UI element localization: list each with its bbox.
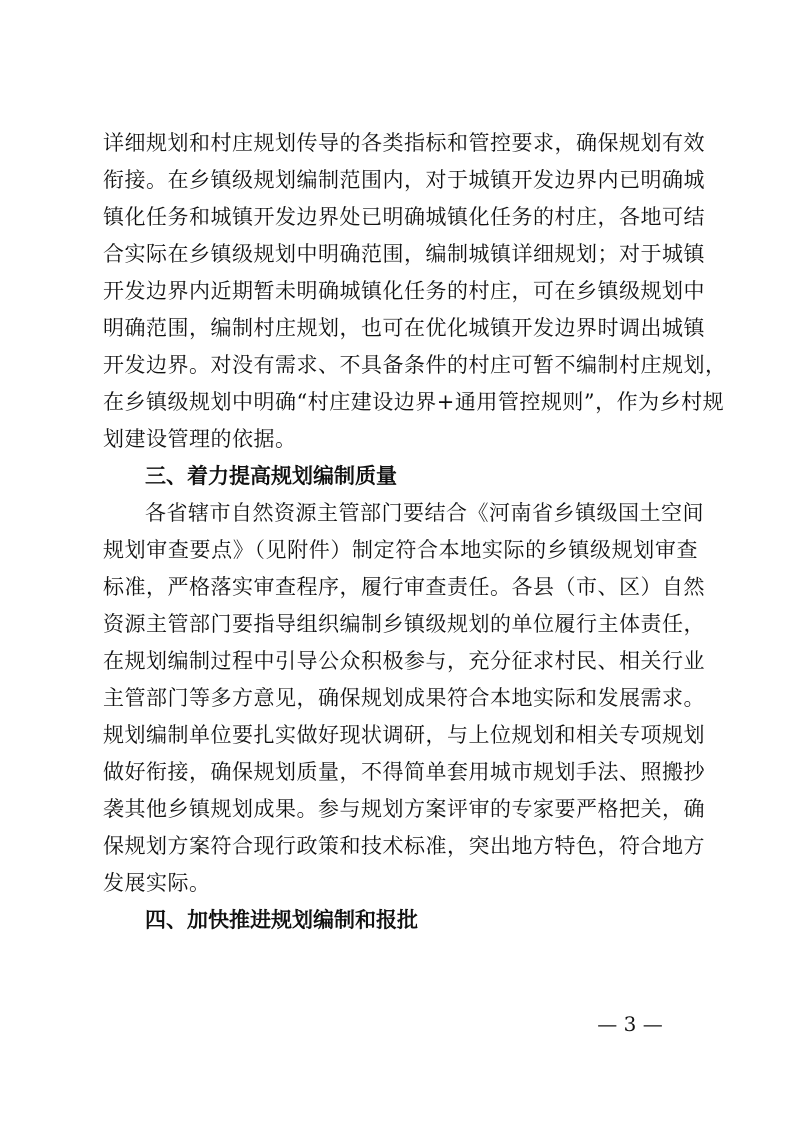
- text-line: 标准，严格落实审查程序，履行审查责任。各县（市、区）自然: [103, 575, 705, 599]
- text-line: 合实际在乡镇级规划中明确范围，编制城镇详细规划；对于城镇: [103, 242, 705, 266]
- section-heading-three: 三、着力提高规划编制质量: [145, 464, 397, 488]
- text-line: 详细规划和村庄规划传导的各类指标和管控要求，确保规划有效: [103, 131, 705, 155]
- section-heading-four: 四、加快推进规划编制和报批: [145, 908, 418, 932]
- text-line: 在规划编制过程中引导公众积极参与，充分征求村民、相关行业: [103, 649, 705, 673]
- text-line: 袭其他乡镇规划成果。参与规划方案评审的专家要严格把关，确: [103, 797, 705, 821]
- text-line: 保规划方案符合现行政策和技术标准，突出地方特色，符合地方: [103, 834, 705, 858]
- text-line: 开发边界内近期暂未明确城镇化任务的村庄，可在乡镇级规划中: [103, 279, 705, 303]
- document-body: [103, 125, 727, 939]
- text-line: 镇化任务和城镇开发边界处已明确城镇化任务的村庄，各地可结: [103, 205, 705, 229]
- text-line: 在乡镇级规划中明确“村庄建设边界+通用管控规则”，作为乡村规: [103, 390, 725, 414]
- text-line: 规划编制单位要扎实做好现状调研，与上位规划和相关专项规划: [103, 723, 705, 747]
- paragraph-section-two-tail: [103, 125, 727, 458]
- page-number: — 3 —: [597, 1012, 663, 1036]
- paragraph-section-three: [103, 495, 705, 902]
- text-line: 资源主管部门要指导组织编制乡镇级规划的单位履行主体责任，: [103, 612, 705, 636]
- text-line: 主管部门等多方意见，确保规划成果符合本地实际和发展需求。: [103, 686, 705, 710]
- text-line: 发展实际。: [103, 871, 211, 895]
- text-line: 划建设管理的依据。: [103, 427, 297, 451]
- text-line: 规划审查要点》（见附件）制定符合本地实际的乡镇级规划审查: [103, 538, 698, 562]
- text-line: 衔接。在乡镇级规划编制范围内，对于城镇开发边界内已明确城: [103, 168, 705, 192]
- text-line: 各省辖市自然资源主管部门要结合《河南省乡镇级国土空间: [145, 501, 704, 525]
- text-line: 明确范围，编制村庄规划，也可在优化城镇开发边界时调出城镇: [103, 316, 705, 340]
- text-line: 做好衔接，确保规划质量，不得简单套用城市规划手法、照搬抄: [103, 760, 705, 784]
- text-line: 开发边界。对没有需求、不具备条件的村庄可暂不编制村庄规划，: [103, 353, 727, 377]
